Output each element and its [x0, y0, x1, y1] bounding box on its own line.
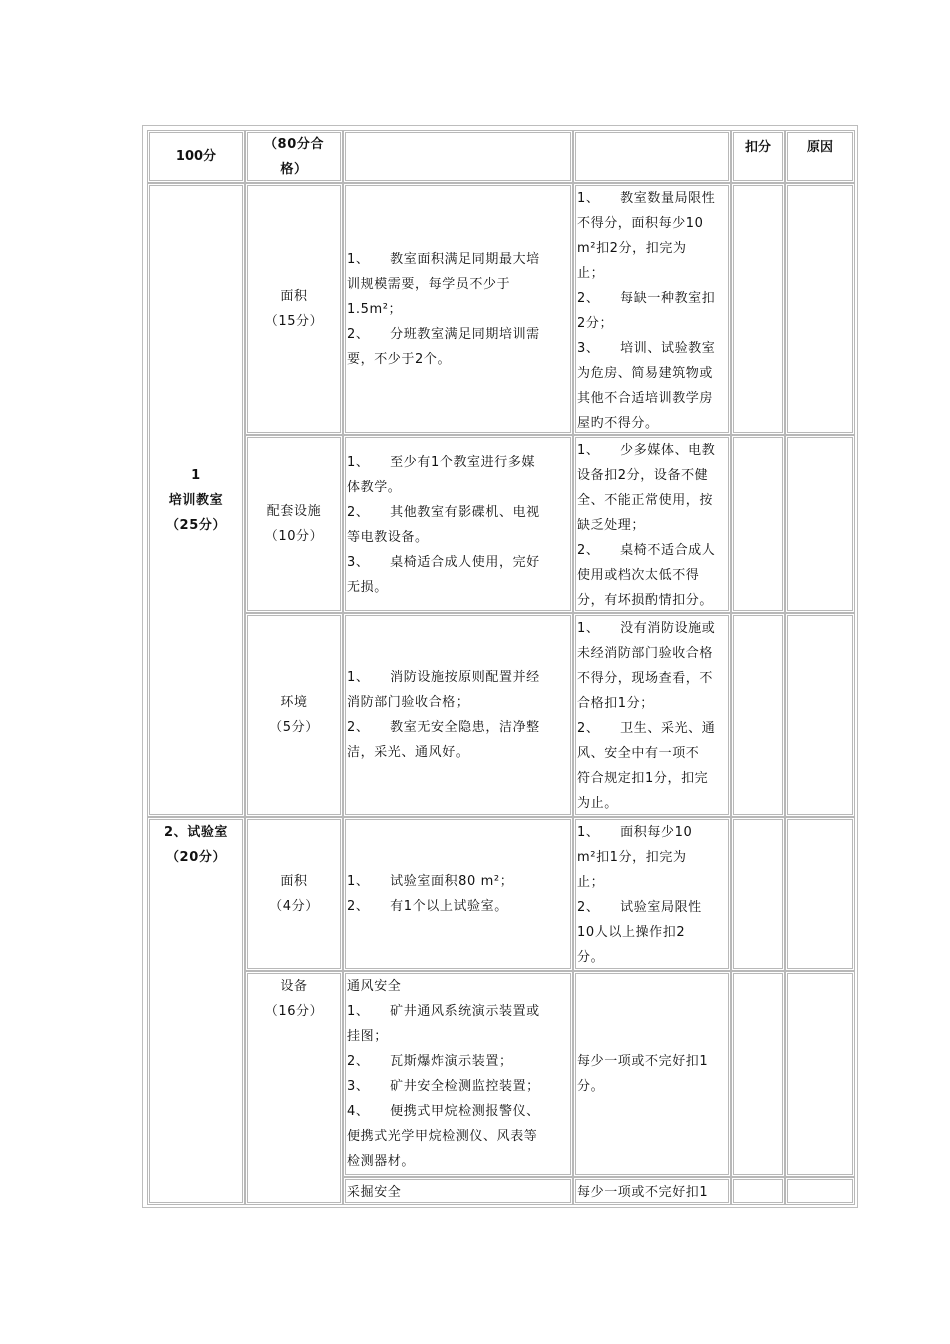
deduction-line: 止；	[577, 266, 605, 281]
evaluation-table	[142, 125, 858, 1208]
deduction-line: 止；	[577, 875, 605, 890]
deduction-line: m²扣2分，扣完为	[577, 241, 687, 256]
deduction-rule-lab-area	[573, 817, 731, 971]
reason-input-area[interactable]	[785, 183, 855, 435]
standard-line: 通风安全	[347, 979, 402, 994]
deduction-rule-environment	[573, 613, 731, 817]
deduction-input-lab-area[interactable]	[731, 817, 785, 971]
header-pass-score-line1: （80分合	[263, 136, 325, 152]
reason-input-lab-area[interactable]	[785, 817, 855, 971]
deduction-line: 1、 没有消防设施或	[577, 621, 716, 636]
item-environment-name: 环境	[280, 695, 308, 710]
standard-line: 训规模需要，每学员不少于	[347, 276, 511, 292]
deduction-line: 分。	[577, 950, 605, 965]
reason-input-mining[interactable]	[785, 1177, 855, 1205]
deduction-line: 符合规定扣1分，扣完	[577, 771, 709, 786]
standard-line: 采掘安全	[347, 1185, 402, 1200]
section-lab	[147, 817, 245, 1205]
standard-line: 2、 有1个以上试验室。	[347, 899, 508, 914]
header-deduction	[731, 130, 785, 183]
item-equipment-score: （16分）	[264, 1004, 324, 1019]
deduction-line: 未经消防部门验收合格	[577, 646, 714, 661]
deduction-input-facility[interactable]	[731, 435, 785, 613]
standard-line: 便携式光学甲烷检测仪、风表等	[347, 1129, 538, 1144]
standard-line: 等电教设备。	[347, 530, 429, 545]
deduction-line: 不得分，现场查看，不	[577, 671, 714, 686]
item-equipment	[245, 971, 343, 1205]
deduction-line: 每少一项或不完好扣1	[577, 1185, 709, 1200]
section-training-score: （25分）	[165, 517, 227, 533]
header-total-score	[147, 130, 245, 183]
reason-input-ventilation[interactable]	[785, 971, 855, 1177]
reason-input-facility[interactable]	[785, 435, 855, 613]
standard-line: 要，不少于2个。	[347, 351, 452, 367]
deduction-input-mining[interactable]	[731, 1177, 785, 1205]
deduction-line: 不得分，面积每少10	[577, 216, 704, 231]
deduction-line: 全、不能正常使用，按	[577, 493, 714, 508]
deduction-line: 1、 教室数量局限性	[577, 191, 716, 206]
standard-facility	[343, 435, 573, 613]
standard-area	[343, 183, 573, 435]
standard-line: 3、 桌椅适合成人使用，完好	[347, 555, 540, 570]
deduction-line: 10人以上操作扣2	[577, 925, 686, 940]
deduction-rule-mining	[573, 1177, 731, 1205]
item-facility-score: （10分）	[264, 529, 324, 544]
header-deduction-rule-blank	[573, 130, 731, 183]
item-environment	[245, 613, 343, 817]
standard-line: 1、 消防设施按原则配置并经	[347, 670, 540, 685]
header-pass-score	[245, 130, 343, 183]
item-lab-area-score: （4分）	[269, 899, 319, 914]
standard-line: 2、 分班教室满足同期培训需	[347, 326, 540, 342]
deduction-line: 为危房、简易建筑物或	[577, 366, 714, 381]
item-area-name: 面积	[280, 289, 308, 304]
deduction-line: 使用或档次太低不得	[577, 568, 700, 583]
item-equipment-name: 设备	[280, 979, 308, 994]
standard-line: 1、 至少有1个教室进行多媒	[347, 455, 536, 470]
item-lab-area-name: 面积	[280, 874, 308, 889]
deduction-input-environment[interactable]	[731, 613, 785, 817]
deduction-line: 2、 卫生、采光、通	[577, 721, 716, 736]
section-lab-title: 2、试验室	[163, 825, 229, 840]
standard-line: 2、 其他教室有影碟机、电视	[347, 505, 540, 520]
header-reason	[785, 130, 855, 183]
standard-environment	[343, 613, 573, 817]
standard-line: 1、 教室面积满足同期最大培	[347, 251, 540, 267]
header-total-score-text: 100分	[175, 149, 217, 164]
standard-line: 无损。	[347, 580, 388, 595]
standard-line: 消防部门验收合格；	[347, 695, 470, 710]
standard-line: 洁，采光、通风好。	[347, 745, 470, 760]
standard-line: 体教学。	[347, 480, 402, 495]
item-facility	[245, 435, 343, 613]
deduction-line: 2分；	[577, 316, 614, 331]
standard-line: 2、 教室无安全隐患，洁净整	[347, 720, 540, 735]
header-reason-text: 原因	[806, 140, 833, 155]
deduction-line: m²扣1分，扣完为	[577, 850, 687, 865]
deduction-rule-facility	[573, 435, 731, 613]
deduction-line: 2、 桌椅不适合成人	[577, 543, 716, 558]
standard-line: 1、 矿井通风系统演示装置或	[347, 1004, 540, 1019]
deduction-line: 3、 培训、试验教室	[577, 341, 716, 356]
standard-ventilation-safety	[343, 971, 573, 1177]
standard-line: 检测器材。	[347, 1154, 416, 1169]
deduction-line: 2、 试验室局限性	[577, 900, 702, 915]
header-standard-blank	[343, 130, 573, 183]
deduction-line: 每少一项或不完好扣1	[577, 1054, 709, 1069]
deduction-line: 分。	[577, 1079, 605, 1094]
item-environment-score: （5分）	[269, 720, 319, 735]
standard-line: 2、 瓦斯爆炸演示装置；	[347, 1054, 513, 1069]
deduction-line: 2、 每缺一种教室扣	[577, 291, 716, 306]
item-area	[245, 183, 343, 435]
section-training-classroom	[147, 183, 245, 817]
deduction-line: 1、 少多媒体、电教	[577, 443, 716, 458]
deduction-line: 缺乏处理；	[577, 518, 646, 533]
standard-mining-safety	[343, 1177, 573, 1205]
standard-line: 1.5m²；	[347, 301, 403, 317]
deduction-line: 设备扣2分，设备不健	[577, 468, 709, 483]
deduction-rule-area	[573, 183, 731, 435]
deduction-line: 其他不合适培训教学房	[577, 391, 714, 406]
item-lab-area	[245, 817, 343, 971]
reason-input-environment[interactable]	[785, 613, 855, 817]
section-lab-score: （20分）	[165, 850, 227, 865]
deduction-input-ventilation[interactable]	[731, 971, 785, 1177]
header-deduction-text: 扣分	[744, 140, 771, 155]
standard-line: 4、 便携式甲烷检测报警仪、	[347, 1104, 540, 1119]
deduction-line: 分，有坏损酌情扣分。	[577, 593, 714, 608]
standard-line: 3、 矿井安全检测监控装置；	[347, 1079, 540, 1094]
standard-line: 挂图；	[347, 1029, 388, 1044]
deduction-line: 1、 面积每少10	[577, 825, 693, 840]
item-area-score: （15分）	[264, 314, 324, 329]
deduction-line: 合格扣1分；	[577, 696, 654, 711]
standard-lab-area	[343, 817, 573, 971]
section-training-number: 1	[191, 467, 201, 483]
item-facility-name: 配套设施	[266, 504, 322, 519]
section-training-title: 培训教室	[168, 492, 224, 508]
deduction-input-area[interactable]	[731, 183, 785, 435]
header-pass-score-line2: 格）	[280, 161, 308, 177]
deduction-line: 为止。	[577, 796, 618, 811]
deduction-line: 风、安全中有一项不	[577, 746, 700, 761]
deduction-line: 屋旳不得分。	[577, 416, 659, 431]
standard-line: 1、 试验室面积80 m²；	[347, 874, 514, 889]
deduction-rule-ventilation	[573, 971, 731, 1177]
